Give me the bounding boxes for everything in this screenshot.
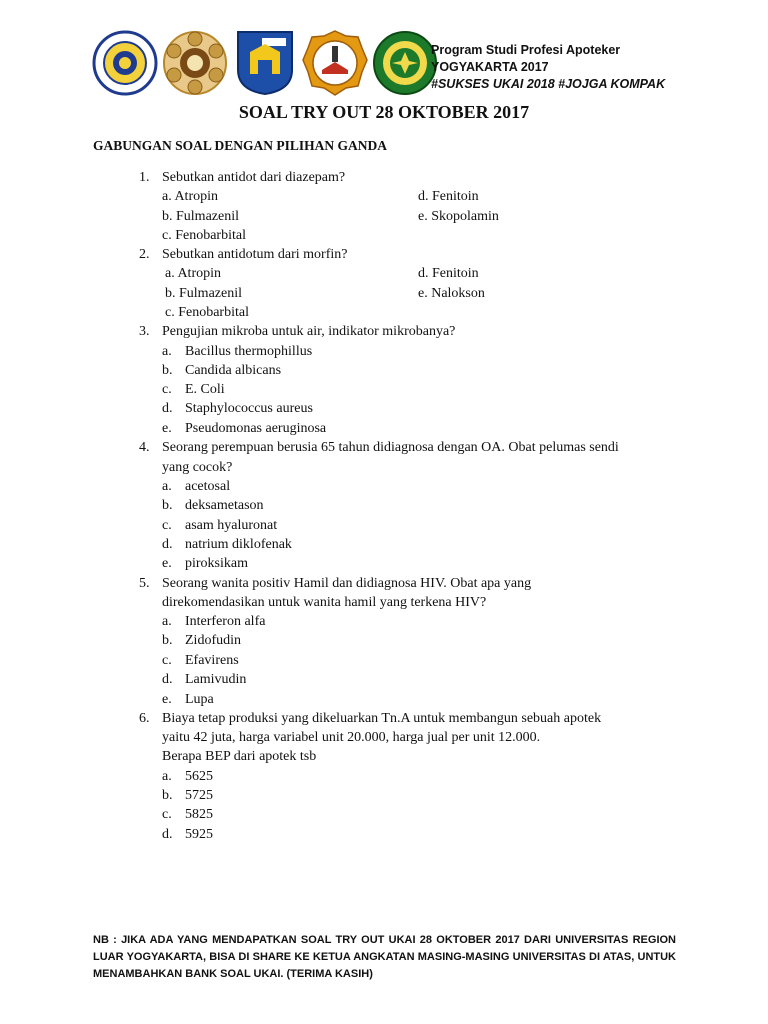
question-number: 5.	[139, 576, 150, 591]
question-text: Sebutkan antidot dari diazepam?	[162, 170, 346, 185]
usd-logo	[302, 30, 368, 96]
footer-note: NB : JIKA ADA YANG MENDAPATKAN SOAL TRY OUT UKAI 28 OKTOBER 2017 DARI UNIVERSITAS REGION LUAR YOGYAKARTA, BISA DI SHARE KE KETUA ANGKATAN MASING-MASING UNIVERSITAS DI ATAS, UNTUK MENAMBAHKAN BANK SOAL UKAI. (TERIMA KASIH)	[93, 934, 676, 980]
question-text-cont: yang cocok?	[162, 460, 233, 475]
question-number: 1.	[139, 170, 150, 185]
option-letter: c.	[162, 518, 172, 533]
option-letter: a.	[162, 344, 172, 359]
program-tagline: #SUKSES UKAI 2018 #JOJGA KOMPAK	[431, 77, 666, 91]
question-text: Seorang wanita positiv Hamil dan didiagnosa HIV. Obat apa yang	[162, 576, 532, 591]
option-letter: a.	[162, 479, 172, 494]
option-b: b. Fulmazenil	[162, 209, 239, 224]
option-text: Lupa	[185, 692, 214, 707]
question-text: Sebutkan antidotum dari morfin?	[162, 247, 348, 262]
option-text: deksametason	[185, 498, 264, 513]
option-letter: b.	[162, 633, 173, 648]
program-city: YOGYAKARTA 2017	[431, 60, 549, 74]
option-text: Pseudomonas aeruginosa	[185, 421, 327, 436]
option-d: d. Fenitoin	[418, 266, 479, 281]
option-text: Candida albicans	[185, 363, 282, 378]
option-letter: b.	[162, 363, 173, 378]
option-text: Lamivudin	[185, 672, 247, 687]
program-name: Program Studi Profesi Apoteker	[431, 43, 621, 57]
option-letter: c.	[162, 382, 172, 397]
question-text-cont: Berapa BEP dari apotek tsb	[162, 749, 317, 764]
option-letter: b.	[162, 788, 173, 803]
question-text: Seorang perempuan berusia 65 tahun didiagnosa dengan OA. Obat pelumas sendi	[162, 440, 619, 455]
option-text: 5725	[185, 788, 213, 803]
option-letter: b.	[162, 498, 173, 513]
option-letter: d.	[162, 537, 173, 552]
option-text: Bacillus thermophillus	[185, 344, 313, 359]
option-text: Staphylococcus aureus	[185, 401, 313, 416]
option-text: Efavirens	[185, 653, 239, 668]
question-number: 4.	[139, 440, 150, 455]
option-text: asam hyaluronat	[185, 518, 278, 533]
option-e: e. Nalokson	[418, 286, 485, 301]
option-text: 5625	[185, 769, 213, 784]
option-text: 5825	[185, 807, 213, 822]
option-text: Interferon alfa	[185, 614, 266, 629]
option-letter: e.	[162, 556, 172, 571]
option-letter: a.	[162, 614, 172, 629]
question-number: 3.	[139, 324, 150, 339]
option-text: Zidofudin	[185, 633, 241, 648]
uii-logo	[232, 30, 298, 96]
option-b: b. Fulmazenil	[165, 286, 242, 301]
option-letter: d.	[162, 401, 173, 416]
option-text: piroksikam	[185, 556, 248, 571]
option-letter: e.	[162, 421, 172, 436]
option-letter: c.	[162, 653, 172, 668]
uad-logo	[92, 30, 158, 96]
question-text-cont: direkomendasikan untuk wanita hamil yang terkena HIV?	[162, 595, 487, 610]
university-logos	[92, 30, 428, 100]
question-text: Pengujian mikroba untuk air, indikator mikrobanya?	[162, 324, 456, 339]
question-text: Biaya tetap produksi yang dikeluarkan Tn.A untuk membangun sebuah apotek	[162, 711, 602, 726]
option-a: a. Atropin	[162, 189, 218, 204]
umy-logo	[372, 30, 438, 96]
option-c: c. Fenobarbital	[165, 305, 249, 320]
ugm-logo	[162, 30, 228, 96]
option-text: natrium diklofenak	[185, 537, 292, 552]
option-text: 5925	[185, 827, 213, 842]
option-letter: d.	[162, 827, 173, 842]
question-text-cont: yaitu 42 juta, harga variabel unit 20.000, harga jual per unit 12.000.	[162, 730, 541, 745]
option-letter: a.	[162, 769, 172, 784]
question-number: 2.	[139, 247, 150, 262]
question-number: 6.	[139, 711, 150, 726]
section-heading: GABUNGAN SOAL DENGAN PILIHAN GANDA	[93, 138, 388, 153]
option-a: a. Atropin	[165, 266, 221, 281]
option-e: e. Skopolamin	[418, 209, 499, 224]
header-info	[431, 42, 665, 93]
option-letter: d.	[162, 672, 173, 687]
option-text: E. Coli	[185, 382, 225, 397]
option-letter: c.	[162, 807, 172, 822]
option-d: d. Fenitoin	[418, 189, 479, 204]
option-letter: e.	[162, 692, 172, 707]
option-text: acetosal	[185, 479, 231, 494]
option-c: c. Fenobarbital	[162, 228, 246, 243]
document-title: SOAL TRY OUT 28 OKTOBER 2017	[238, 102, 530, 122]
